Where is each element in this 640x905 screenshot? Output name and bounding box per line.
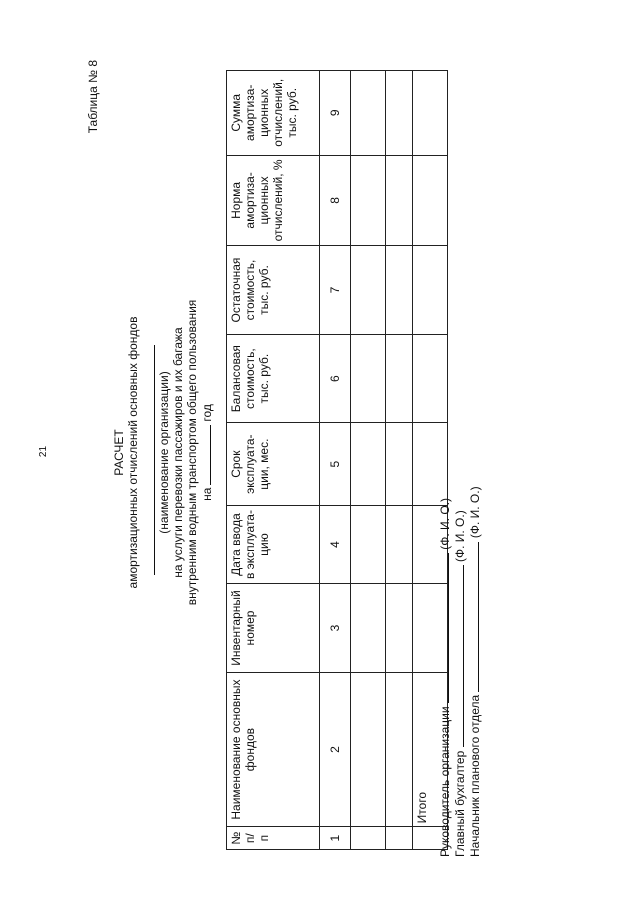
total-label: Итого <box>413 672 448 827</box>
column-number-cell: 4 <box>320 505 351 583</box>
column-number-row <box>320 71 351 850</box>
column-number-cell: 5 <box>320 423 351 505</box>
empty-cell <box>386 505 413 583</box>
empty-cell <box>351 155 386 246</box>
depreciation-table <box>226 70 448 850</box>
service-line-2: внутренним водным транспортом общего пользования <box>185 299 199 606</box>
empty-cell <box>386 584 413 673</box>
signature-line <box>452 565 464 747</box>
header-cell: Срок эксплуата- ции, мес. <box>227 423 320 505</box>
empty-cell <box>351 334 386 423</box>
header-cell: Дата ввода в эксплуата- цию <box>227 505 320 583</box>
header-cell: Норма амортиза- ционных отчислений, % <box>227 155 320 246</box>
signature-chief-accountant <box>452 510 467 857</box>
empty-cell <box>386 334 413 423</box>
column-number-cell: 3 <box>320 584 351 673</box>
empty-cell <box>413 246 448 335</box>
year-line <box>200 0 214 905</box>
empty-cell <box>386 672 413 827</box>
empty-cell <box>386 246 413 335</box>
organization-caption: (наименование организации) <box>157 371 171 534</box>
column-number-cell: 9 <box>320 71 351 156</box>
header-cell: Балансовая стоимость, тыс. руб. <box>227 334 320 423</box>
service-line-1: на услуги перевозки пассажиров и их багажа <box>171 327 185 578</box>
empty-cell <box>413 423 448 505</box>
empty-cell <box>351 672 386 827</box>
header-cell: Остаточная стоимость, тыс. руб. <box>227 246 320 335</box>
document-subtitle: амортизационных отчислений основных фондов <box>126 316 140 589</box>
table-label: Таблица № 8 <box>86 60 100 134</box>
header-cell: Сумма амортиза- ционных отчислений, тыс. руб. <box>227 71 320 156</box>
column-number-cell: 6 <box>320 334 351 423</box>
header-cell: Инвентарный номер <box>227 584 320 673</box>
signature-director <box>437 498 452 857</box>
signature-planning-head <box>467 486 482 857</box>
column-number-cell: 2 <box>320 672 351 827</box>
year-blank <box>200 425 211 485</box>
table-row <box>386 71 413 850</box>
on-label: на <box>200 487 214 501</box>
column-number-cell: 7 <box>320 246 351 335</box>
signature-role: Начальник планового отдела <box>468 694 482 857</box>
signature-line <box>467 542 479 692</box>
empty-cell <box>351 246 386 335</box>
empty-cell <box>386 827 413 850</box>
header-cell: Наименование основных фондов <box>227 672 320 827</box>
organization-name-line <box>154 345 155 575</box>
signature-fio: (Ф. И. О.) <box>438 498 452 550</box>
column-number-cell: 8 <box>320 155 351 246</box>
empty-cell <box>413 155 448 246</box>
empty-cell <box>386 71 413 156</box>
year-label: год <box>200 404 214 422</box>
empty-cell <box>413 334 448 423</box>
header-cell: № п/п <box>227 827 320 850</box>
signature-fio: (Ф. И. О.) <box>468 486 482 539</box>
table-row <box>351 71 386 850</box>
empty-cell <box>351 584 386 673</box>
empty-cell <box>386 423 413 505</box>
page-number: 21 <box>38 445 50 458</box>
document-title: РАСЧЕТ <box>112 429 126 476</box>
empty-cell <box>351 71 386 156</box>
header-row <box>227 71 320 850</box>
signature-role: Главный бухгалтер <box>453 750 467 857</box>
empty-cell <box>386 155 413 246</box>
empty-cell <box>351 423 386 505</box>
signature-fio: (Ф. И. О.) <box>453 510 467 563</box>
column-number-cell: 1 <box>320 827 351 850</box>
empty-cell <box>351 505 386 583</box>
signature-line <box>437 553 449 703</box>
empty-cell <box>351 827 386 850</box>
empty-cell <box>413 71 448 156</box>
signature-role: Руководитель организации <box>438 706 452 857</box>
